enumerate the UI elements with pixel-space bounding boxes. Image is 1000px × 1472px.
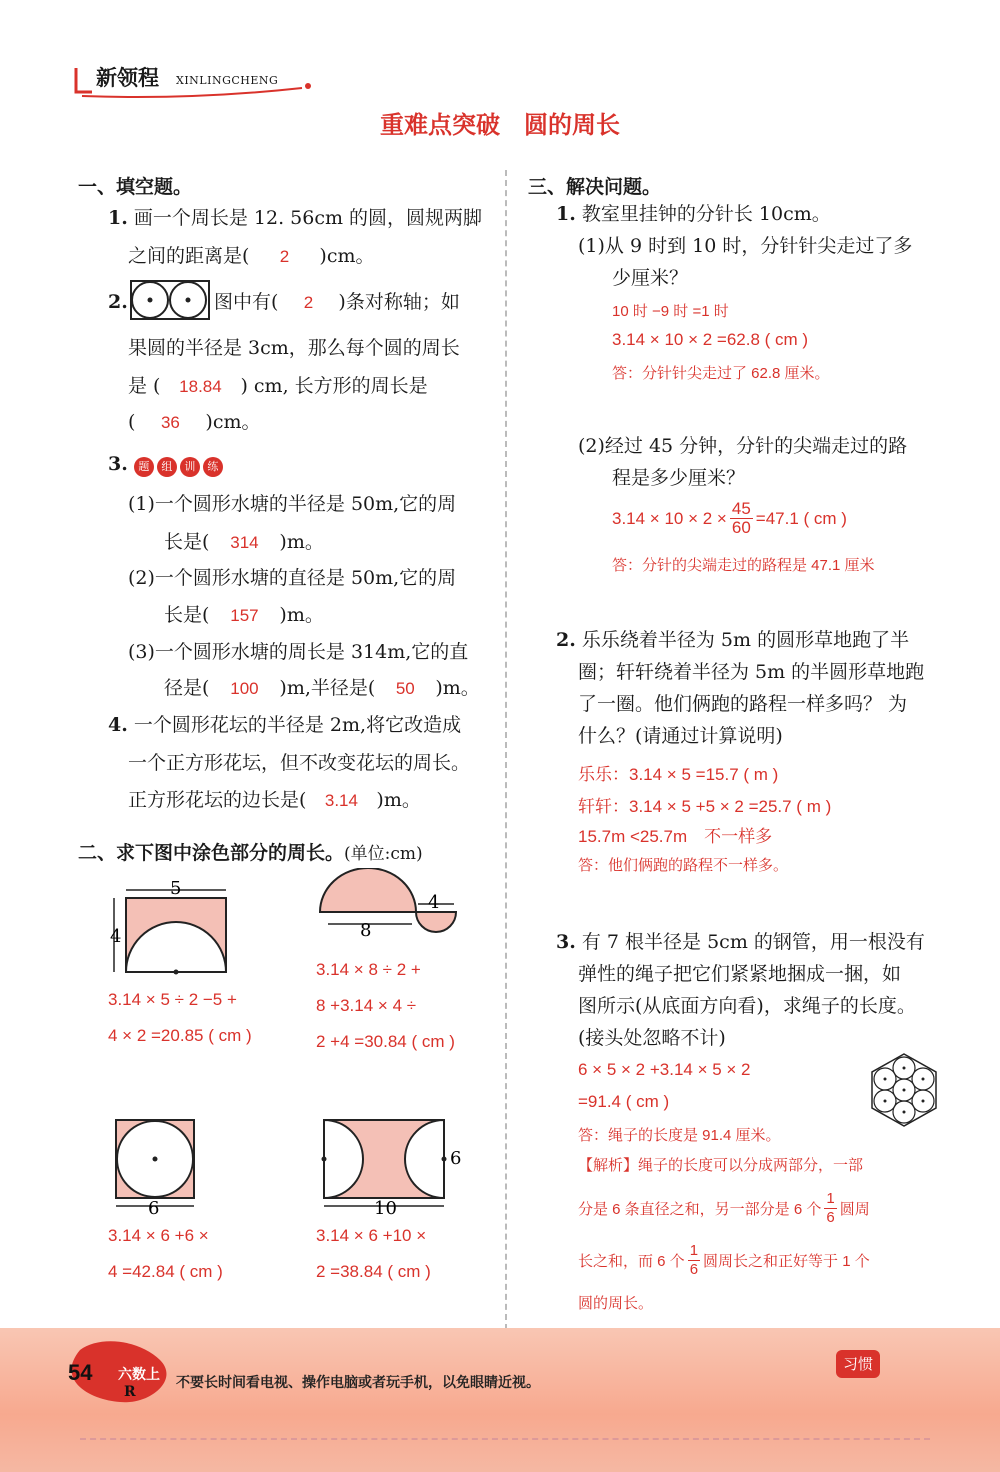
badge-char: 练 — [203, 457, 223, 477]
s3q3-ans3: 答：绳子的长度是 91.4 厘米。 — [578, 1127, 781, 1144]
q3-p3-answer1: 100 — [230, 679, 259, 698]
q4-line2: 一个正方形花坛，但不改变花坛的周长。 — [128, 752, 471, 774]
fig1-side-label: 4 — [110, 926, 122, 947]
q3-p3-answer2: 50 — [395, 679, 415, 698]
fig4-answer-b: 2 =38.84 ( cm ) — [316, 1262, 431, 1281]
grade-label: 六数上 — [118, 1367, 160, 1383]
section2-heading-row — [78, 838, 423, 866]
fig4-answer-a: 3.14 × 6 +10 × — [316, 1226, 427, 1245]
s3q3-exp-c: 长之和，而 6 个 $\frac{1}{6}$ 圆周长之和正好等于 1 个 — [578, 1242, 870, 1278]
logo — [72, 60, 322, 100]
badge-char: 组 — [157, 457, 177, 477]
fraction: $\frac{1}{6}$ — [689, 1242, 699, 1278]
s3q3-exp-b: 分是 6 条直径之和，另一部分是 6 个 $\frac{1}{6}$ 圆周 — [578, 1190, 870, 1226]
s3q2-ans3: 15.7m <25.7m 不一样多 — [578, 827, 773, 846]
fig2-bottom-label: 8 — [360, 920, 372, 941]
logo-text: 新领程 — [96, 66, 159, 90]
fraction: $\frac{45}{60}$ — [731, 499, 751, 537]
fig3-answer-b: 4 =42.84 ( cm ) — [108, 1262, 223, 1281]
s3q2-line4: 什么？(请通过计算说明) — [578, 725, 783, 747]
q3-p2-a: (2)一个圆形水塘的直径是 50m,它的周 — [128, 567, 457, 589]
s3q2-line1: 2. 乐乐绕着半径为 5m 的圆形草地跑了半 — [556, 629, 910, 651]
s3q1-p2-ans: 3.14 × 10 × 2 × $\frac{45}{60}$ =47.1 ( cm ) — [612, 499, 847, 537]
s3q3-ans1: 6 × 5 × 2 +3.14 × 5 × 2 — [578, 1060, 751, 1079]
q4-line1: 4. 一个圆形花坛的半径是 2m,将它改造成 — [108, 714, 462, 736]
q3-p1-a: (1)一个圆形水塘的半径是 50m,它的周 — [128, 493, 457, 515]
s3q2-line3: 了一圈。他们俩跑的路程一样多吗？ 为 — [578, 693, 908, 715]
q1-answer: 2 — [279, 247, 290, 266]
s3q3-line3: 图所示(从底面方向看)，求绳子的长度。 — [578, 995, 916, 1017]
fig1-answer-a: 3.14 × 5 ÷ 2 −5 + — [108, 990, 237, 1009]
figure3 — [108, 1116, 208, 1216]
s3q1-p1-ans2: 3.14 × 10 × 2 =62.8 ( cm ) — [612, 330, 809, 349]
q2-answer1: 2 — [303, 293, 314, 312]
s3q2-ans1: 乐乐：3.14 × 5 =15.7 ( m ) — [578, 765, 779, 784]
fig2-answer-c: 2 +4 =30.84 ( cm ) — [316, 1032, 455, 1051]
s3q3-exp-a: 【解析】绳子的长度可以分成两部分，一部 — [578, 1157, 864, 1174]
footer-dashed-line — [80, 1438, 930, 1440]
badge-char: 题 — [134, 457, 154, 477]
s3q1-line: 1. 教室里挂钟的分针长 10cm。 — [556, 203, 831, 225]
footer-tip: 不要长时间看电视、操作电脑或者玩手机，以免眼睛近视。 — [176, 1375, 540, 1391]
s3q1-p1-ans3: 答：分针针尖走过了 62.8 厘米。 — [612, 365, 830, 382]
s3q1-p1-b: 少厘米？ — [612, 267, 689, 289]
fig2-right-label: 4 — [428, 892, 440, 913]
pipe-bundle-figure — [864, 1050, 944, 1130]
s3q2-ans4: 答：他们俩跑的路程不一样多。 — [578, 857, 789, 874]
fig1-top-label: 5 — [170, 878, 182, 899]
column-divider — [505, 170, 507, 1330]
q3-header: 3. 题 组 训 练 — [108, 452, 226, 477]
q2-line3: 是 ( 18.84 ) cm, 长方形的周长是 — [128, 375, 428, 397]
fig1-answer-b: 4 × 2 =20.85 ( cm ) — [108, 1026, 252, 1045]
q3-p1-b: 长是( 314 )m。 — [164, 531, 324, 553]
s3q1-p2-b: 程是多少厘米？ — [612, 467, 746, 489]
s3q1-p2-a: (2)经过 45 分钟，分针的尖端走过的路 — [578, 435, 908, 457]
s3q3-ans2: =91.4 ( cm ) — [578, 1092, 670, 1111]
page-title: 重难点突破 圆的周长 — [380, 110, 620, 139]
section2-heading: 二、求下图中涂色部分的周长。 — [78, 842, 345, 864]
two-circles-figure — [130, 280, 210, 320]
badge-char: 训 — [180, 457, 200, 477]
q4-line3: 正方形花坛的边长是( 3.14 )m。 — [128, 789, 421, 811]
q2-answer3: 36 — [160, 413, 180, 432]
s3q2-line2: 圈；轩轩绕着半径为 5m 的半圆形草地跑 — [578, 661, 925, 683]
fig4-bottom-label: 10 — [374, 1198, 397, 1216]
s3q1-p1-ans1: 10 时 −9 时 =1 时 — [612, 303, 729, 320]
page-number: 54 — [68, 1360, 93, 1385]
s3q3-line4: (接头处忽略不计) — [578, 1027, 726, 1049]
figure4 — [316, 1116, 476, 1216]
fraction: $\frac{1}{6}$ — [826, 1190, 835, 1226]
fig3-answer-a: 3.14 × 6 +6 × — [108, 1226, 209, 1245]
q3-p1-answer: 314 — [230, 533, 259, 552]
q1-line1: 1. 画一个周长是 12. 56cm 的圆，圆规两脚 — [108, 207, 483, 229]
section1-heading: 一、填空题。 — [78, 176, 193, 198]
q3-p3-b: 径是( 100 )m,半径是( 50 )m。 — [164, 677, 480, 699]
figure2 — [316, 868, 466, 943]
s3q3-line2: 弹性的绳子把它们紧紧地捆成一捆，如 — [578, 963, 902, 985]
q3-p3-a: (3)一个圆形水塘的周长是 314m,它的直 — [128, 641, 469, 663]
s3q3-line1: 3. 有 7 根半径是 5cm 的钢管，用一根没有 — [556, 931, 925, 953]
q4-answer: 3.14 — [324, 791, 358, 810]
section3-heading: 三、解决问题。 — [528, 176, 662, 198]
fig2-answer-b: 8 +3.14 × 4 ÷ — [316, 996, 417, 1015]
q2-line1: 图中有( 2 )条对称轴；如 — [214, 291, 460, 313]
q2-answer2: 18.84 — [179, 377, 222, 396]
fig4-side-label: 6 — [450, 1148, 462, 1169]
q3-p2-answer: 157 — [230, 606, 259, 625]
s3q1-p1-a: (1)从 9 时到 10 时，分针针尖走过了多 — [578, 235, 913, 257]
q3-p2-b: 长是( 157 )m。 — [164, 604, 324, 626]
habit-badge: 习惯 — [836, 1350, 880, 1378]
s3q2-ans2: 轩轩：3.14 × 5 +5 × 2 =25.7 ( m ) — [578, 797, 832, 816]
q2-line4: ( 36 )cm。 — [128, 411, 261, 433]
s3q1-p2-ans3: 答：分针的尖端走过的路程是 47.1 厘米 — [612, 557, 875, 574]
figure1 — [108, 878, 238, 978]
edition-label: R — [124, 1384, 136, 1400]
q1-line2: 之间的距离是( 2 )cm。 — [128, 245, 375, 267]
fig3-bottom-label: 6 — [148, 1198, 160, 1216]
s3q3-exp-d: 圆的周长。 — [578, 1295, 654, 1312]
section2-unit: (单位:cm) — [344, 844, 423, 864]
q2-num: 2. — [108, 291, 128, 313]
fig2-answer-a: 3.14 × 8 ÷ 2 + — [316, 960, 421, 979]
logo-pinyin: XINLINGCHENG — [176, 74, 279, 87]
q2-line2: 果圆的半径是 3cm，那么每个圆的周长 — [128, 337, 460, 359]
